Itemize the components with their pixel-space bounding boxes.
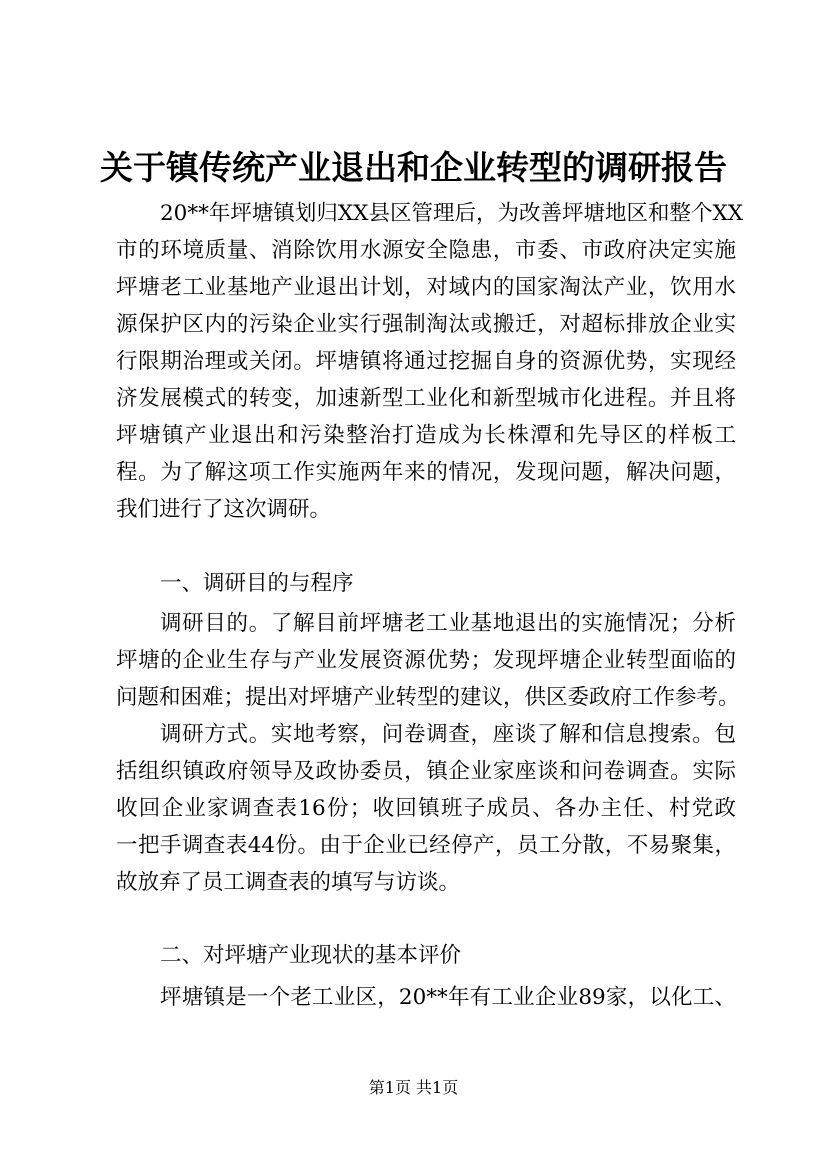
page-number-footer: 第1页 共1页	[368, 1078, 459, 1097]
paragraph-line: 源保护区内的污染企业实行强制淘汰或搬迁，对超标排放企业实	[116, 312, 736, 337]
paragraph-line: 收回企业家调查表16份；收回镇班子成员、各办主任、村党政	[116, 796, 736, 821]
paragraph-line: 调研目的。了解目前坪塘老工业基地退出的实施情况；分析	[160, 611, 736, 636]
paragraph-line: 济发展模式的转变，加速新型工业化和新型城市化进程。并且将	[116, 386, 736, 411]
section-heading: 二、对坪塘产业现状的基本评价	[160, 943, 462, 968]
paragraph-line: 20**年坪塘镇划归XX县区管理后，为改善坪塘地区和整个XX	[160, 201, 744, 226]
paragraph-line: 坪塘的企业生存与产业发展资源优势；发现坪塘企业转型面临的	[116, 648, 736, 673]
paragraph-line: 我们进行了这次调研。	[116, 497, 332, 522]
paragraph-line: 调研方式。实地考察，问卷调查，座谈了解和信息搜索。包	[160, 722, 736, 747]
paragraph-line: 括组织镇政府领导及政协委员，镇企业家座谈和问卷调查。实际	[116, 759, 736, 784]
section-heading: 一、调研目的与程序	[160, 571, 354, 596]
paragraph-line: 坪塘老工业基地产业退出计划，对域内的国家淘汰产业，饮用水	[116, 275, 736, 300]
paragraph-line: 故放弃了员工调查表的填写与访谈。	[116, 870, 461, 895]
paragraph-line: 行限期治理或关闭。坪塘镇将通过挖掘自身的资源优势，实现经	[116, 349, 736, 374]
paragraph-line: 程。为了解这项工作实施两年来的情况，发现问题，解决问题，	[116, 460, 736, 485]
document-title: 关于镇传统产业退出和企业转型的调研报告	[100, 148, 727, 187]
paragraph-line: 问题和困难；提出对坪塘产业转型的建议，供区委政府工作参考。	[116, 685, 740, 710]
paragraph-line: 坪塘镇产业退出和污染整治打造成为长株潭和先导区的样板工	[116, 423, 736, 448]
paragraph-line: 一把手调查表44份。由于企业已经停产，员工分散，不易聚集，	[116, 833, 736, 858]
paragraph-line: 市的环境质量、消除饮用水源安全隐患，市委、市政府决定实施	[116, 238, 736, 263]
paragraph-line: 坪塘镇是一个老工业区，20**年有工业企业89家，以化工、	[160, 985, 736, 1010]
